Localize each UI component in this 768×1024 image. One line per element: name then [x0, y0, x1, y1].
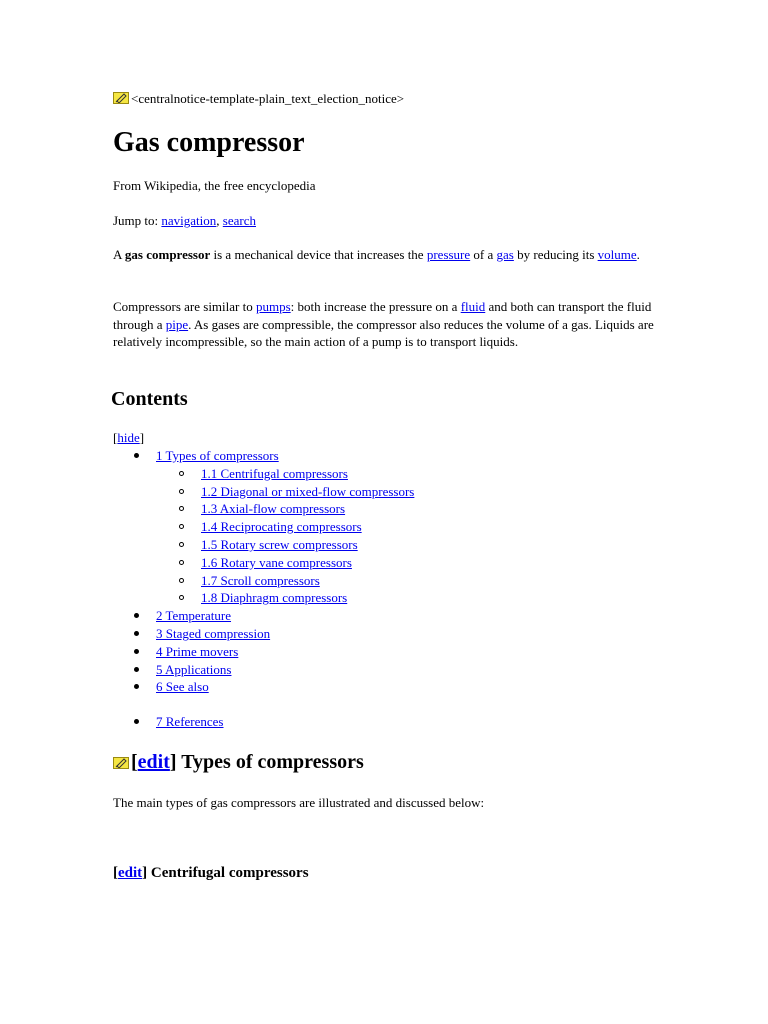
- edit-subsection-link[interactable]: edit: [118, 865, 143, 881]
- volume-link[interactable]: volume: [597, 247, 637, 262]
- bracket: ]: [139, 430, 145, 445]
- bracket: [: [131, 751, 138, 773]
- toc-subitem: [156, 518, 658, 536]
- toc-item: [113, 607, 658, 625]
- toc-link-diaphragm[interactable]: 1.8 Diaphragm compressors: [201, 590, 348, 606]
- jump-navigation-link[interactable]: navigation: [161, 213, 217, 228]
- toc-link-centrifugal[interactable]: 1.1 Centrifugal compressors: [201, 465, 348, 481]
- jump-separator: ,: [216, 213, 223, 228]
- text-run: Compressors are similar to: [113, 299, 256, 314]
- bold-term: gas compressor: [124, 247, 211, 262]
- text-run: . As gases are compressible, the compressor also reduces the volume of a gas. Liquids are relatively incompressible, so the main action of a pump is to transport liquids.: [113, 316, 654, 349]
- bracket: ]: [142, 865, 151, 881]
- text-run: by reducing its: [513, 247, 598, 262]
- toc-link-references[interactable]: 7 References: [156, 714, 224, 730]
- toc-item: [113, 661, 658, 679]
- toc-item: [113, 713, 658, 731]
- edit-pencil-icon[interactable]: [113, 92, 129, 104]
- toc-item: [113, 643, 658, 661]
- toc-item: [113, 678, 658, 696]
- jump-prefix: Jump to:: [113, 213, 162, 228]
- fluid-link[interactable]: fluid: [460, 299, 486, 314]
- table-of-contents: [113, 447, 658, 731]
- text-run: of a: [470, 247, 497, 262]
- toc-link-temperature[interactable]: 2 Temperature: [156, 608, 232, 624]
- tagline: From Wikipedia, the free encyclopedia: [113, 178, 316, 193]
- pumps-link[interactable]: pumps: [255, 299, 291, 314]
- toc-subitem: [156, 589, 658, 607]
- toc-sublist: [156, 465, 658, 607]
- toc-link-reciprocating[interactable]: 1.4 Reciprocating compressors: [201, 519, 362, 535]
- section-intro: The main types of gas compressors are illustrated and discussed below:: [113, 795, 485, 810]
- central-notice: [113, 90, 404, 108]
- edit-pencil-icon[interactable]: [113, 757, 129, 769]
- toc-item: [113, 625, 658, 643]
- toc-subitem: [156, 536, 658, 554]
- bracket: ]: [169, 751, 182, 773]
- toc-subitem: [156, 465, 658, 483]
- text-run: A: [113, 247, 125, 262]
- section-title: Types of compressors: [181, 751, 364, 773]
- toc-toggle: [113, 429, 144, 447]
- pipe-link[interactable]: pipe: [165, 316, 189, 332]
- bracket: [: [113, 865, 118, 881]
- subsection-title: Centrifugal compressors: [150, 865, 309, 881]
- jump-search-link[interactable]: search: [222, 213, 256, 228]
- gas-link[interactable]: gas: [496, 247, 514, 262]
- toc-link-axial[interactable]: 1.3 Axial-flow compressors: [201, 501, 346, 517]
- toc-link-diagonal[interactable]: 1.2 Diagonal or mixed-flow compressors: [201, 483, 415, 499]
- section-heading-types: [113, 750, 364, 774]
- toc-link-see-also[interactable]: 6 See also: [156, 679, 209, 695]
- second-paragraph: [113, 298, 658, 351]
- toc-subitem: [156, 554, 658, 572]
- pressure-link[interactable]: pressure: [426, 247, 471, 262]
- intro-paragraph: [113, 246, 658, 264]
- toc-subitem: [156, 572, 658, 590]
- toc-link-rotary-vane[interactable]: 1.6 Rotary vane compressors: [201, 554, 352, 570]
- bracket: [: [113, 430, 118, 445]
- toc-link-scroll[interactable]: 1.7 Scroll compressors: [201, 572, 320, 588]
- contents-heading: Contents: [111, 388, 188, 410]
- jump-links: [113, 212, 256, 230]
- text-run: : both increase the pressure on a: [290, 299, 461, 314]
- toc-link-applications[interactable]: 5 Applications: [156, 661, 232, 677]
- toc-subitem: [156, 500, 658, 518]
- text-run: is a mechanical device that increases the: [210, 247, 427, 262]
- toc-link-prime-movers[interactable]: 4 Prime movers: [156, 643, 239, 659]
- toc-link-types[interactable]: 1 Types of compressors: [156, 448, 279, 463]
- edit-section-link[interactable]: edit: [137, 751, 170, 773]
- text-run: .: [636, 247, 640, 262]
- toc-item: [113, 447, 658, 607]
- central-notice-text: <centralnotice-template-plain_text_election_notice>: [131, 91, 405, 106]
- toc-link-staged[interactable]: 3 Staged compression: [156, 625, 271, 641]
- toc-subitem: [156, 483, 658, 501]
- page-title: Gas compressor: [113, 127, 305, 158]
- toc-link-rotary-screw[interactable]: 1.5 Rotary screw compressors: [201, 536, 358, 552]
- hide-toc-link[interactable]: hide: [117, 430, 140, 445]
- text-run: and both can transport the fluid through a: [113, 299, 652, 332]
- subsection-heading-centrifugal: [113, 864, 309, 882]
